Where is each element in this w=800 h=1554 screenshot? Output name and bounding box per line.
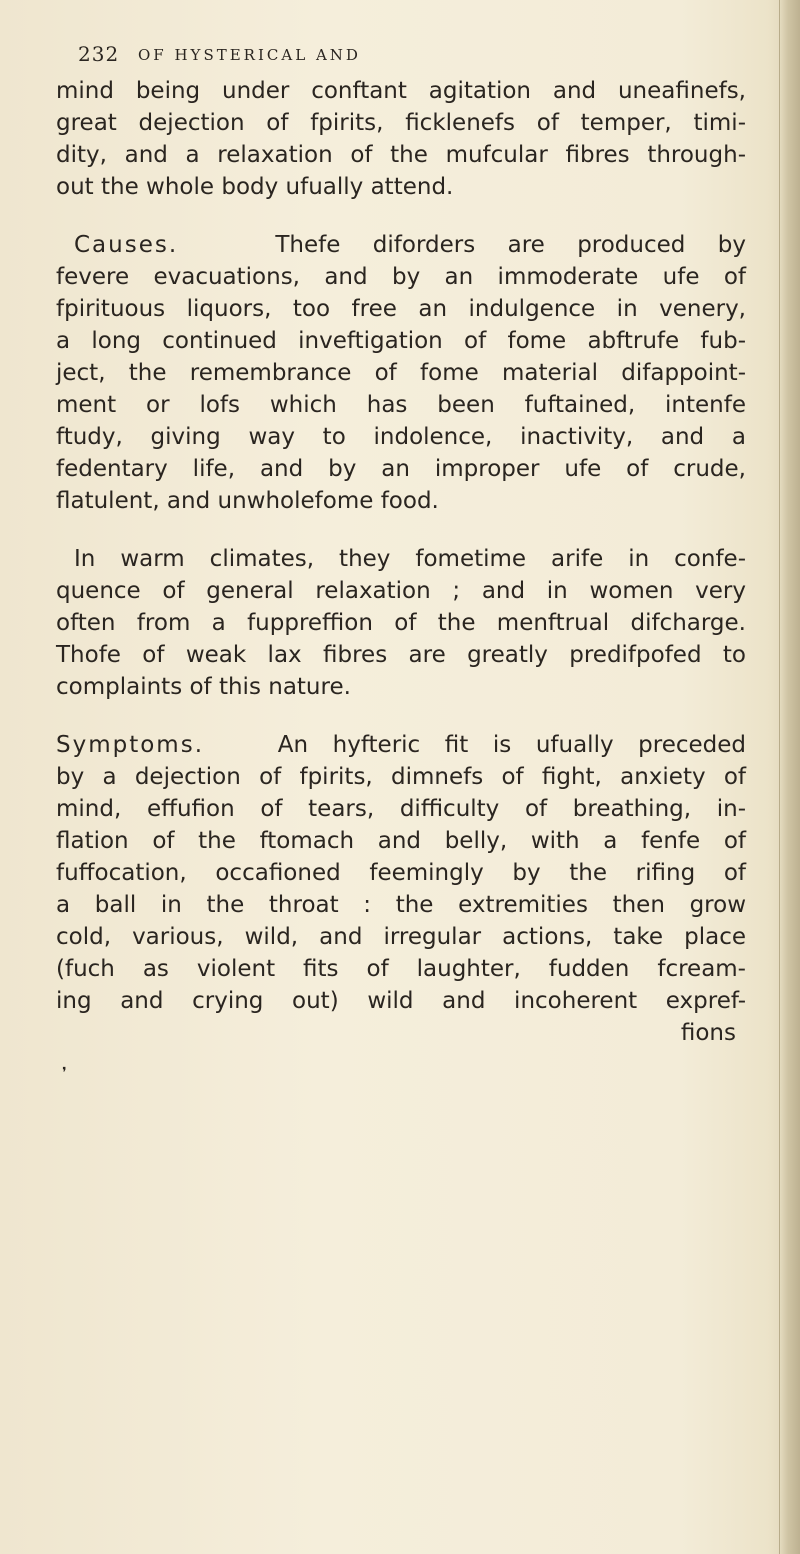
text-line: fedentary life, and by an improper ufe of crude, [56, 456, 746, 482]
running-head: OF HYSTERICAL AND [138, 46, 361, 64]
text-line: cold, various, wild, and irregular actions, take place [56, 924, 746, 950]
text-line: Thofe of weak lax fibres are greatly predifpofed to [56, 642, 746, 668]
text-line: ject, the remembrance of fome material difappoint- [56, 360, 746, 386]
page-edge [779, 0, 800, 1554]
text-line: ftudy, giving way to indolence, inactivity, and a [56, 424, 746, 450]
text-span: An hyfteric fit is ufually preceded [277, 732, 746, 758]
text-line: fpirituous liquors, too free an indulgence in venery, [56, 296, 746, 322]
text-line: dity, and a relaxation of the mufcular fibres through- [56, 142, 746, 168]
text-line [56, 229, 746, 261]
text-line [56, 729, 746, 761]
text-line: often from a fuppreffion of the menftrual difcharge. [56, 610, 746, 636]
text-line: In warm climates, they fometime arife in confe- [74, 546, 746, 572]
page-header [78, 42, 698, 74]
text-line: (fuch as violent fits of laughter, fudden fcream- [56, 956, 746, 982]
text-line: a long continued inveftigation of fome abftrufe fub- [56, 328, 746, 354]
text-line: mind being under conftant agitation and uneafinefs, [56, 78, 746, 104]
text-line: out the whole body ufually attend. [56, 174, 454, 200]
text-line: flatulent, and unwholefome food. [56, 488, 439, 514]
text-line: flation of the ftomach and belly, with a fenfe of [56, 828, 746, 854]
text-line: by a dejection of fpirits, dimnefs of fight, anxiety of [56, 764, 746, 790]
section-lead-symptoms: Symptoms. [56, 732, 205, 758]
text-span: Thefe diforders are produced by [275, 232, 746, 258]
body-text [56, 75, 746, 1049]
text-line: fevere evacuations, and by an immoderate ufe of [56, 264, 746, 290]
catchword: fions [680, 1020, 736, 1046]
text-line: ment or lofs which has been fuftained, intenfe [56, 392, 746, 418]
text-line: complaints of this nature. [56, 674, 351, 700]
section-lead-causes: Causes. [74, 232, 179, 258]
text-line: quence of general relaxation ; and in women very [56, 578, 746, 604]
text-line: ing and crying out) wild and incoherent expref- [56, 988, 746, 1014]
text-line: a ball in the throat : the extremities then grow [56, 892, 746, 918]
text-line: mind, effufion of tears, difficulty of breathing, in- [56, 796, 746, 822]
stray-mark: ❜ [62, 1065, 67, 1081]
text-line: great dejection of fpirits, ficklenefs of temper, timi- [56, 110, 746, 136]
text-line: fuffocation, occafioned feemingly by the rifing of [56, 860, 746, 886]
page-number: 232 [78, 42, 120, 66]
